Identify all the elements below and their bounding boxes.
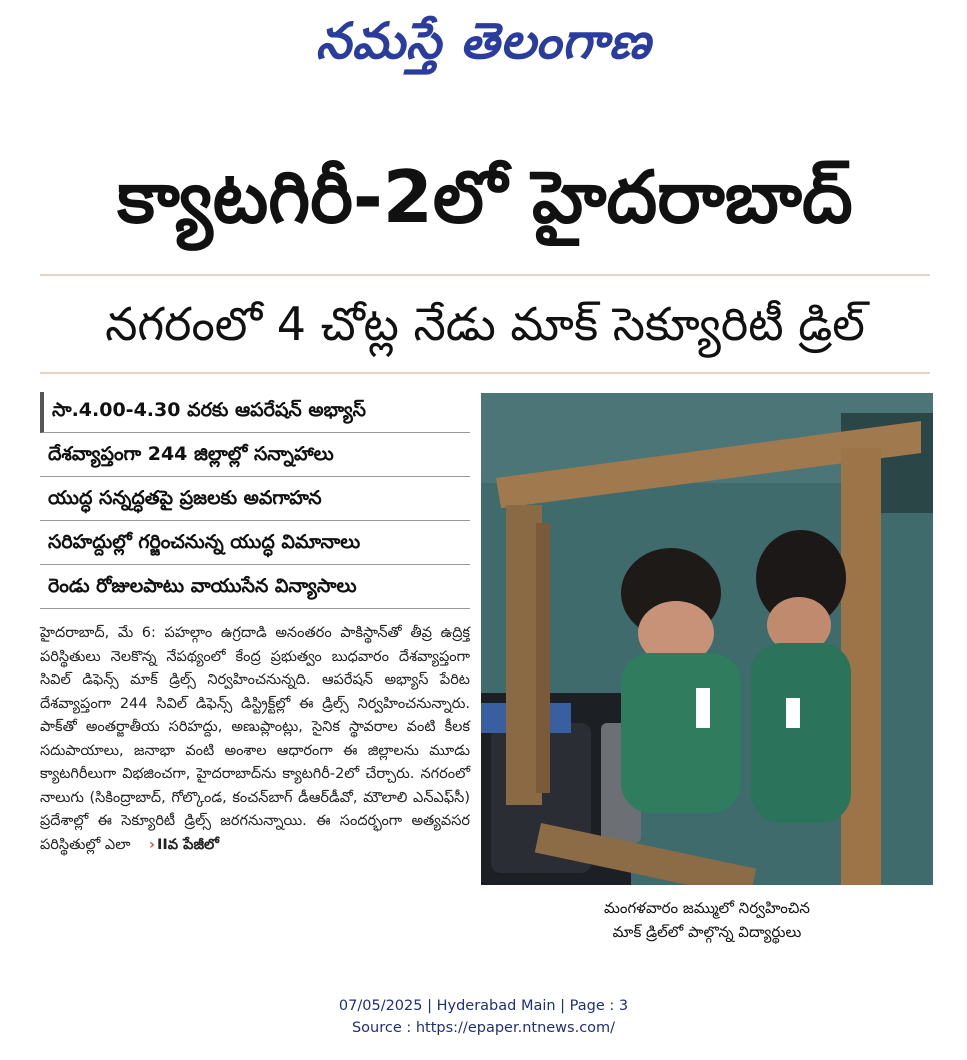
highlight-item: రెండు రోజులపాటు వాయుసేన విన్యాసాలు [40, 568, 470, 609]
photo-caption-line: మాక్ డ్రిల్‌లో పాల్గొన్న విద్యార్థులు [612, 923, 802, 941]
article-body-text: హైదరాబాద్, మే 6: పహల్గాం ఉగ్రదాడి అనంతరం పాకిస్థాన్‌తో తీవ్ర ఉద్రిక్త పరిస్థితులు నెలకొన్న నేపథ్యంలో కేంద్ర ప్రభుత్వం బుధవారం దేశవ్యాప్తంగా సివిల్ డిఫెన్స్ మాక్ డ్రిల్స్ నిర్వహించనున్నది. ఆపరేషన్ అభ్యాస్ పేరిట దేశవ్యాప్తంగా 244 సివిల్ డిఫెన్స్ డిస్ట్రిక్ట్‌ల్లో ఈ డ్రిల్స్ నిర్వహించనున్నారు. పాక్‌తో అంతర్జాతీయ సరిహద్దు, అణుప్లాంట్లు, సైనిక స్థావరాల వంటి కీలక సదుపాయాలు, జనాభా వంటి అంశాల ఆధారంగా ఈ జిల్లాలను మూడు క్యాటగిరీలుగా విభజించగా, హైదరాబాద్‌ను క్యాటగిరీ-2లో చేర్చారు. నగరంలో నాలుగు (సికింద్రాబాద్, గోల్కొండ, కంచన్‌బాగ్ డీఆర్‌డీవో, మౌలాలి ఎన్‌ఎఫ్‌సీ) ప్రదేశాల్లో ఈ సెక్యూరిటీ డ్రిల్స్ జరగనున్నాయి. ఈ సందర్భంగా అత్యవసర పరిస్థితుల్లో ఎలా [40, 625, 470, 853]
page-footer [0, 995, 967, 1039]
edition-info: 07/05/2025 | Hyderabad Main | Page : 3 [338, 998, 629, 1014]
photo-caption [481, 896, 933, 944]
highlight-item: సా.4.00-4.30 వరకు ఆపరేషన్ అభ్యాస్ [40, 392, 470, 433]
source-link[interactable]: Source : https://epaper.ntnews.com/ [351, 1020, 616, 1036]
continued-on-page[interactable] [149, 837, 219, 853]
subheadline-divider [40, 372, 930, 374]
headline-divider [40, 274, 930, 276]
highlight-item: యుద్ధ సన్నద్ధతపై ప్రజలకు అవగాహన [40, 480, 470, 521]
chevron-right-icon: › [149, 836, 155, 853]
article-subheadline: నగరంలో 4 చోట్ల నేడు మాక్ సెక్యూరిటీ డ్రిల్ [105, 297, 865, 351]
highlight-item: సరిహద్దుల్లో గర్జించనున్న యుద్ధ విమానాలు [40, 524, 470, 565]
highlight-item: దేశవ్యాప్తంగా 244 జిల్లాల్లో సన్నాహాలు [40, 436, 470, 477]
article-body [40, 622, 470, 857]
highlights-list [40, 392, 470, 612]
continued-label: IIవ పేజీలో [157, 836, 219, 853]
news-photo [481, 393, 933, 885]
photo-caption-line: మంగళవారం జమ్ములో నిర్వహించిన [604, 899, 810, 917]
students-under-desk-photo [481, 393, 933, 885]
newspaper-masthead: నమస్తే తెలంగాణ [315, 11, 652, 70]
article-headline: క్యాటగిరీ-2లో హైదరాబాద్ [117, 155, 853, 239]
